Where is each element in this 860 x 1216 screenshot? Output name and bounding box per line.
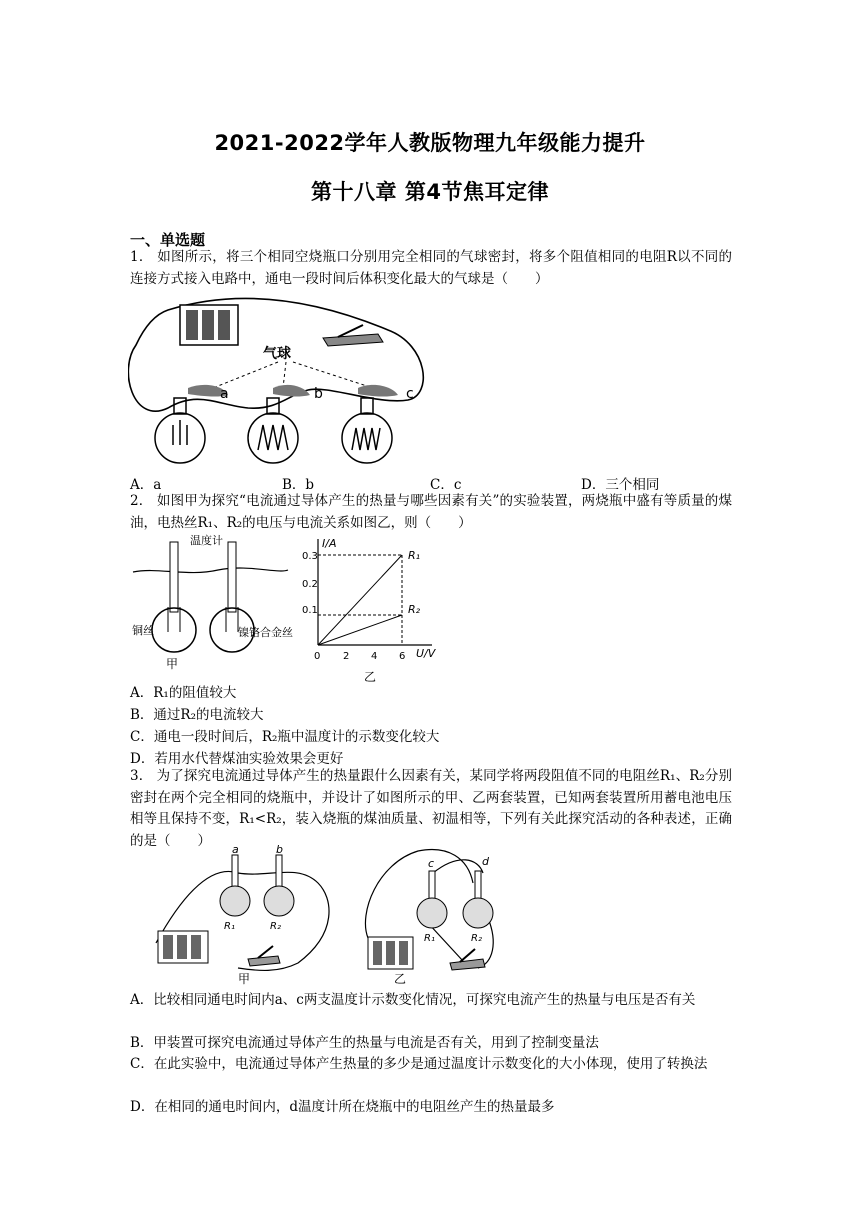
battery-icon (180, 305, 238, 345)
series-line-2 (318, 615, 402, 645)
thermometer-b-label: b (276, 843, 283, 856)
x-tick-4: 4 (371, 651, 378, 662)
document-title: 2021-2022学年人教版物理九年级能力提升 (214, 131, 646, 155)
question-1-option-b: B．b (282, 477, 315, 493)
battery-icon (368, 937, 413, 969)
question-3-stem: 3． 为了探究电流通过导体产生的热量跟什么因素有关，某同学将两段阻值不同的电阻丝R₁、R₂分别密封在两个完全相同的烧瓶中，并设计了如图所示的甲、乙两套装置，已知两套装置所用蓄电池电压相等且保持不变，R₁<R₂，装入烧瓶的煤油质量、初温相等，下列有关此探究活动的各种表述，正确的是（ ） (130, 768, 732, 849)
question-3-option-c: C．在此实验中，电流通过导体产生热量的多少是通过温度计示数变化的大小体现，使用了转换法 (130, 1056, 708, 1072)
switch-icon (248, 946, 280, 966)
balloon-a-label: a (220, 386, 229, 402)
question-3-figure-jia (128, 843, 348, 988)
question-2-option-a: A．R₁的阻值较大 (130, 685, 237, 701)
section-heading: 一、单选题 (130, 231, 206, 249)
y-tick-0.1: 0.1 (302, 605, 318, 616)
question-3-figure-yi (338, 843, 528, 988)
question-1-option-c: C．c (430, 477, 462, 493)
question-3-option-d: D．在相同的通电时间内，d温度计所在烧瓶中的电阻丝产生的热量最多 (130, 1099, 555, 1115)
question-1-stem: 1． 如图所示，将三个相同空烧瓶口分别用完全相同的气球密封，将多个阻值相同的电阻R以不同的连接方式接入电路中，通电一段时间后体积变化最大的气球是（ ） (130, 249, 732, 287)
series-r1-label: R₁ (408, 549, 421, 562)
question-2-option-b: B．通过R₂的电流较大 (130, 707, 264, 723)
thermometer-a-label: a (232, 843, 239, 856)
question-1-option-d: D．三个相同 (581, 477, 660, 493)
figure-yi-label: 乙 (364, 670, 377, 684)
thermometer-c-label: c (428, 857, 435, 870)
question-1-option-a: A．a (130, 477, 162, 493)
x-tick-0: 0 (314, 651, 321, 662)
thermometer-label: 温度计 (190, 534, 223, 547)
copper-wire-label: 铜丝 (132, 624, 154, 637)
y-tick-0.3: 0.3 (302, 551, 318, 562)
r2-label: R₂ (471, 933, 482, 944)
r1-label: R₁ (224, 921, 235, 932)
balloon-b-label: b (314, 386, 323, 402)
flask-group (155, 398, 392, 463)
document-subtitle: 第十八章 第4节焦耳定律 (311, 180, 549, 204)
r2-label: R₂ (270, 921, 281, 932)
question-2-figure-jia (128, 532, 303, 672)
question-3-option-b: B．甲装置可探究电流通过导体产生的热量与电流是否有关，用到了控制变量法 (130, 1035, 599, 1051)
question-2-option-c: C．通电一段时间后，R₂瓶中温度计的示数变化较大 (130, 729, 440, 745)
switch-icon (323, 325, 383, 346)
figure-yi-label: 乙 (394, 972, 407, 986)
balloon-label: 气球 (263, 346, 291, 362)
r1-label: R₁ (424, 933, 435, 944)
figure-jia-label: 甲 (238, 972, 251, 986)
question-2-stem: 2． 如图甲为探究“电流通过导体产生的热量与哪些因素有关”的实验装置，两烧瓶中盛有等质量的煤油，电热丝R₁、R₂的电压与电流关系如图乙，则（ ） (130, 493, 732, 531)
x-tick-2: 2 (343, 651, 350, 662)
figure-jia-label: 甲 (166, 657, 179, 671)
question-2-option-d: D．若用水代替煤油实验效果会更好 (130, 751, 344, 767)
series-r2-label: R₂ (408, 603, 421, 616)
question-3-option-a: A．比较相同通电时间内a、c两支温度计示数变化情况，可探究电流产生的热量与电压是否有关 (130, 992, 696, 1008)
thermometer-d-label: d (482, 855, 489, 868)
question-1-figure (128, 290, 433, 465)
y-tick-0.2: 0.2 (302, 579, 318, 590)
x-axis-label: U/V (416, 647, 436, 660)
x-tick-6: 6 (399, 651, 406, 662)
series-line-1 (318, 555, 402, 645)
balloon-c-label: c (406, 386, 414, 402)
battery-icon (158, 931, 208, 963)
iv-chart (300, 535, 440, 685)
y-axis-label: I/A (322, 537, 337, 550)
nichrome-wire-label: 镍铬合金丝 (238, 626, 293, 639)
